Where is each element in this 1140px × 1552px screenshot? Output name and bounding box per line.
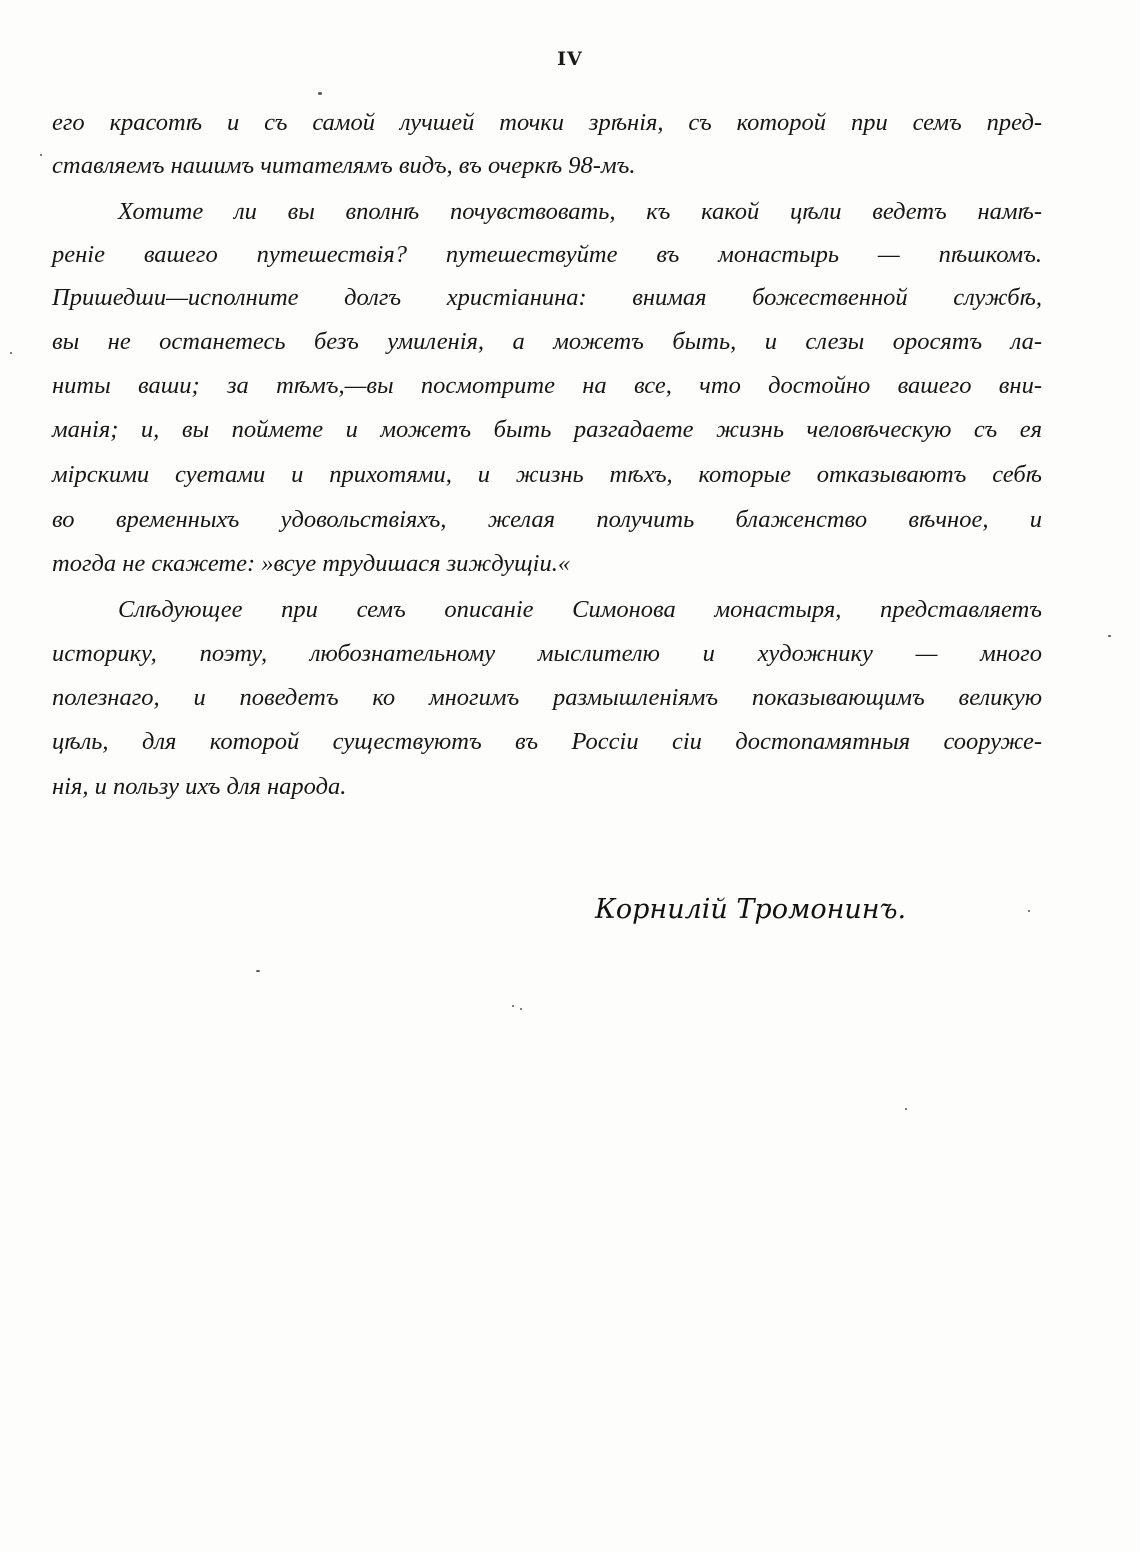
paragraph-start-line: Слѣдующее при семъ описаніе Симонова монастыря, представляетъ [118,596,1042,623]
text-line: ставляемъ нашимъ читателямъ видъ, въ очеркѣ 98-мъ. [52,152,636,179]
text-line: тогда не скажете: »всуе трудишася зиждущіи.« [52,550,571,577]
author-signature: Корнилій Тромонинъ. [595,894,907,925]
text-line: ниты ваши; за тѣмъ,—вы посмотрите на все, что достойно вашего вни- [52,372,1042,399]
scan-speck [10,352,12,354]
text-line: манія; и, вы поймете и можетъ быть разгадаете жизнь человѣческую съ ея [52,416,1042,443]
page-number: IV [557,48,583,70]
text-line: его красотѣ и съ самой лучшей точки зрѣнія, съ которой при семъ пред- [52,109,1042,136]
scan-speck [905,1108,907,1110]
text-line: цѣль, для которой существуютъ въ Россіи сіи достопамятныя сооруже- [52,728,1042,755]
scan-speck [318,92,322,95]
scan-speck [1108,635,1111,637]
scan-speck [256,970,260,972]
text-line: во временныхъ удовольствіяхъ, желая получить блаженство вѣчное, и [52,506,1042,533]
text-line: историку, поэту, любознательному мыслителю и художнику — много [52,640,1042,667]
scan-speck [40,154,42,156]
scan-speck [1028,910,1030,912]
text-line: полезнаго, и поведетъ ко многимъ размышленіямъ показывающимъ великую [52,684,1042,711]
text-line: реніе вашего путешествія? путешествуйте въ монастырь — пѣшкомъ. [52,241,1042,268]
text-line: вы не останетесь безъ умиленія, а можетъ быть, и слезы оросятъ ла- [52,328,1042,355]
text-line: нія, и пользу ихъ для народа. [52,773,347,800]
scan-speck [512,1005,514,1007]
text-line: Пришедши—исполните долгъ христіанина: внимая божественной службѣ, [52,284,1042,311]
scan-speck [520,1008,522,1010]
paragraph-start-line: Хотите ли вы вполнѣ почувствовать, къ какой цѣли ведетъ намѣ- [118,198,1042,225]
text-line: мірскими суетами и прихотями, и жизнь тѣхъ, которые отказываютъ себѣ [52,461,1042,488]
